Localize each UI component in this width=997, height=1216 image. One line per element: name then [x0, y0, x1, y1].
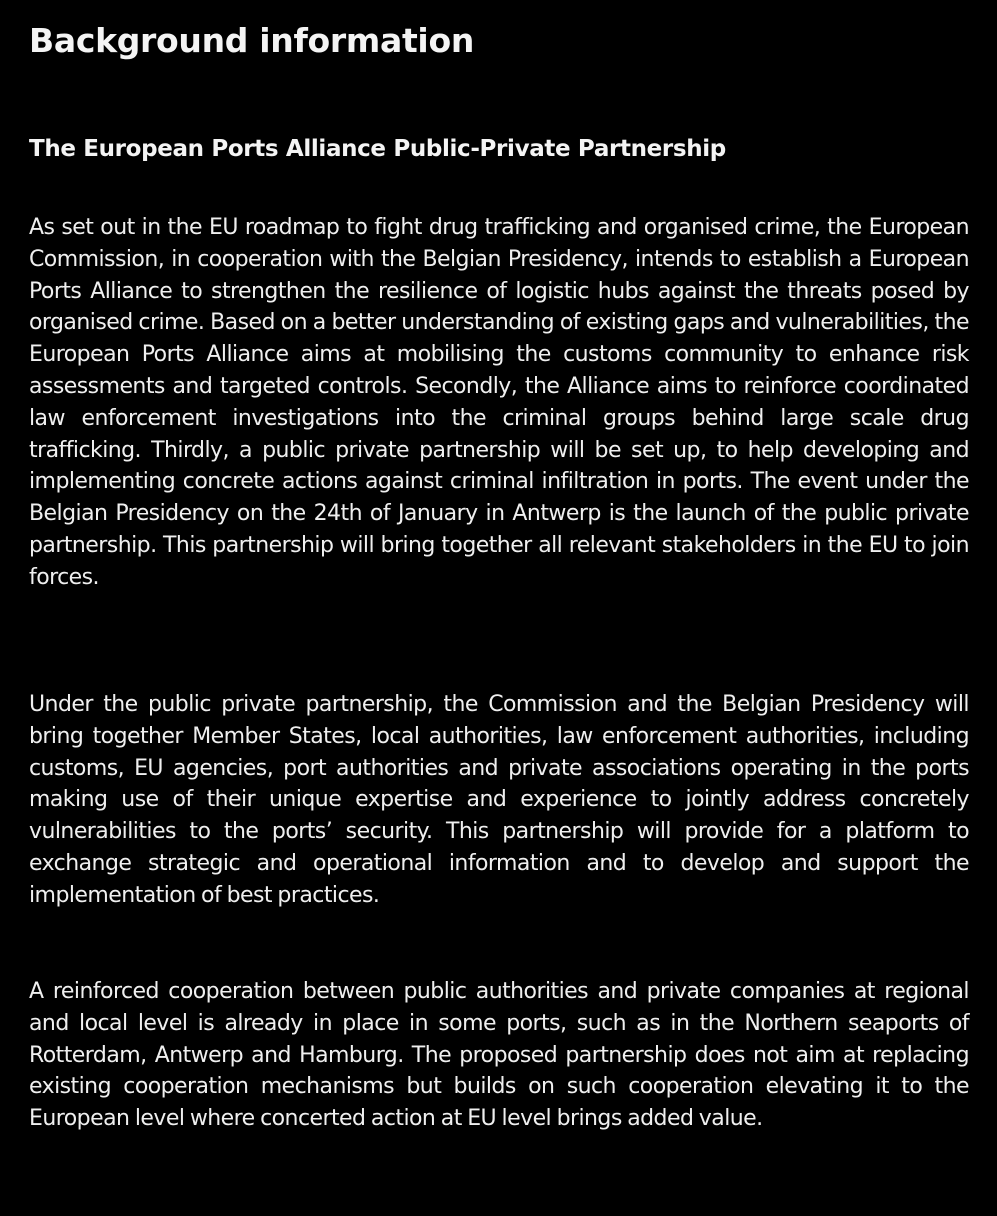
paragraph-3: A reinforced cooperation between public authorities and private companies at regional and local level is already in place in some ports, such as in the Northern seaports of Rotterdam, Antwerp and Hamburg. The proposed partnership does not aim at replacing existing cooperation mechanisms but builds on such cooperation elevating it to the European level where concerted action at EU level brings added value. — [29, 979, 969, 1132]
paragraph-1: As set out in the EU roadmap to fight drug trafficking and organised crime, the European Commission, in cooperation with the Belgian Presidency, intends to establish a European Ports Alliance to strengthen the resilience of logistic hubs against the threats posed by organised crime. Based on a better understanding of existing gaps and vulnerabilities, the European Ports Alliance aims at mobilising the customs community to enhance risk assessments and targeted controls. Secondly, the Alliance aims to reinforce coordinated law enforcement investigations into the criminal groups behind large scale drug trafficking. Thirdly, a public private partnership will be set up, to help developing and implementing concrete actions against criminal infiltration in ports. The event under the Belgian Presidency on the 24th of January in Antwerp is the launch of the public private partnership. This partnership will bring together all relevant stakeholders in the EU to join forces. — [29, 215, 969, 590]
section-heading: The European Ports Alliance Public-Private Partnership — [29, 136, 726, 162]
page-title: Background information — [29, 21, 475, 60]
paragraph-2: Under the public private partnership, the Commission and the Belgian Presidency will bring together Member States, local authorities, law enforcement authorities, including customs, EU agencies, port authorities and private associations operating in the ports making use of their unique expertise and experience to jointly address concretely vulnerabilities to the ports’ security. This partnership will provide for a platform to exchange strategic and operational information and to develop and support the implementation of best practices. — [29, 692, 969, 908]
